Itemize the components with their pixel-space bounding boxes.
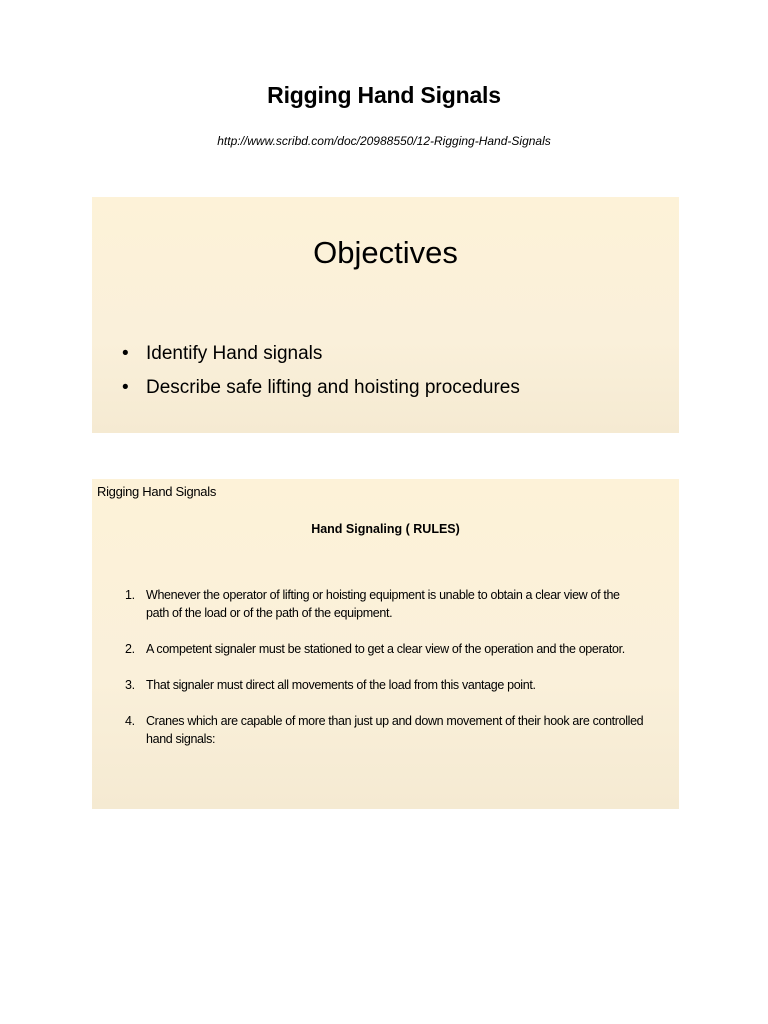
rules-list [125, 586, 645, 766]
list-item [122, 371, 520, 405]
objective-text: Identify Hand signals [146, 343, 323, 364]
rule-number: 3. [125, 678, 135, 692]
document-title: Rigging Hand Signals [267, 82, 501, 108]
rule-number: 2. [125, 642, 135, 656]
bullet-icon: • [122, 343, 129, 364]
list-item [125, 640, 645, 658]
objective-text: Describe safe lifting and hoisting procedures [146, 377, 520, 398]
rule-number: 4. [125, 714, 135, 728]
list-item [125, 586, 645, 622]
list-item [122, 337, 520, 371]
source-url: http://www.scribd.com/doc/20988550/12-Rigging-Hand-Signals [217, 134, 551, 148]
list-item [125, 676, 645, 694]
slide-title: Objectives [313, 235, 458, 270]
rule-text: A competent signaler must be stationed to get a clear view of the operation and the operator. [146, 642, 625, 656]
objectives-slide [92, 197, 679, 433]
rule-number: 1. [125, 588, 135, 602]
bullet-icon: • [122, 377, 129, 398]
rule-text: Whenever the operator of lifting or hoisting equipment is unable to obtain a clear view of the path of the load or of the path of the equipment. [146, 588, 620, 620]
rule-text: That signaler must direct all movements of the load from this vantage point. [146, 678, 536, 692]
slide-header: Rigging Hand Signals [97, 484, 217, 499]
objectives-list [122, 337, 520, 405]
rule-text: Cranes which are capable of more than just up and down movement of their hook are controlled hand signals: [146, 714, 644, 746]
list-item [125, 712, 645, 748]
slide-title: Hand Signaling ( RULES) [311, 522, 460, 536]
rules-slide [92, 479, 679, 809]
